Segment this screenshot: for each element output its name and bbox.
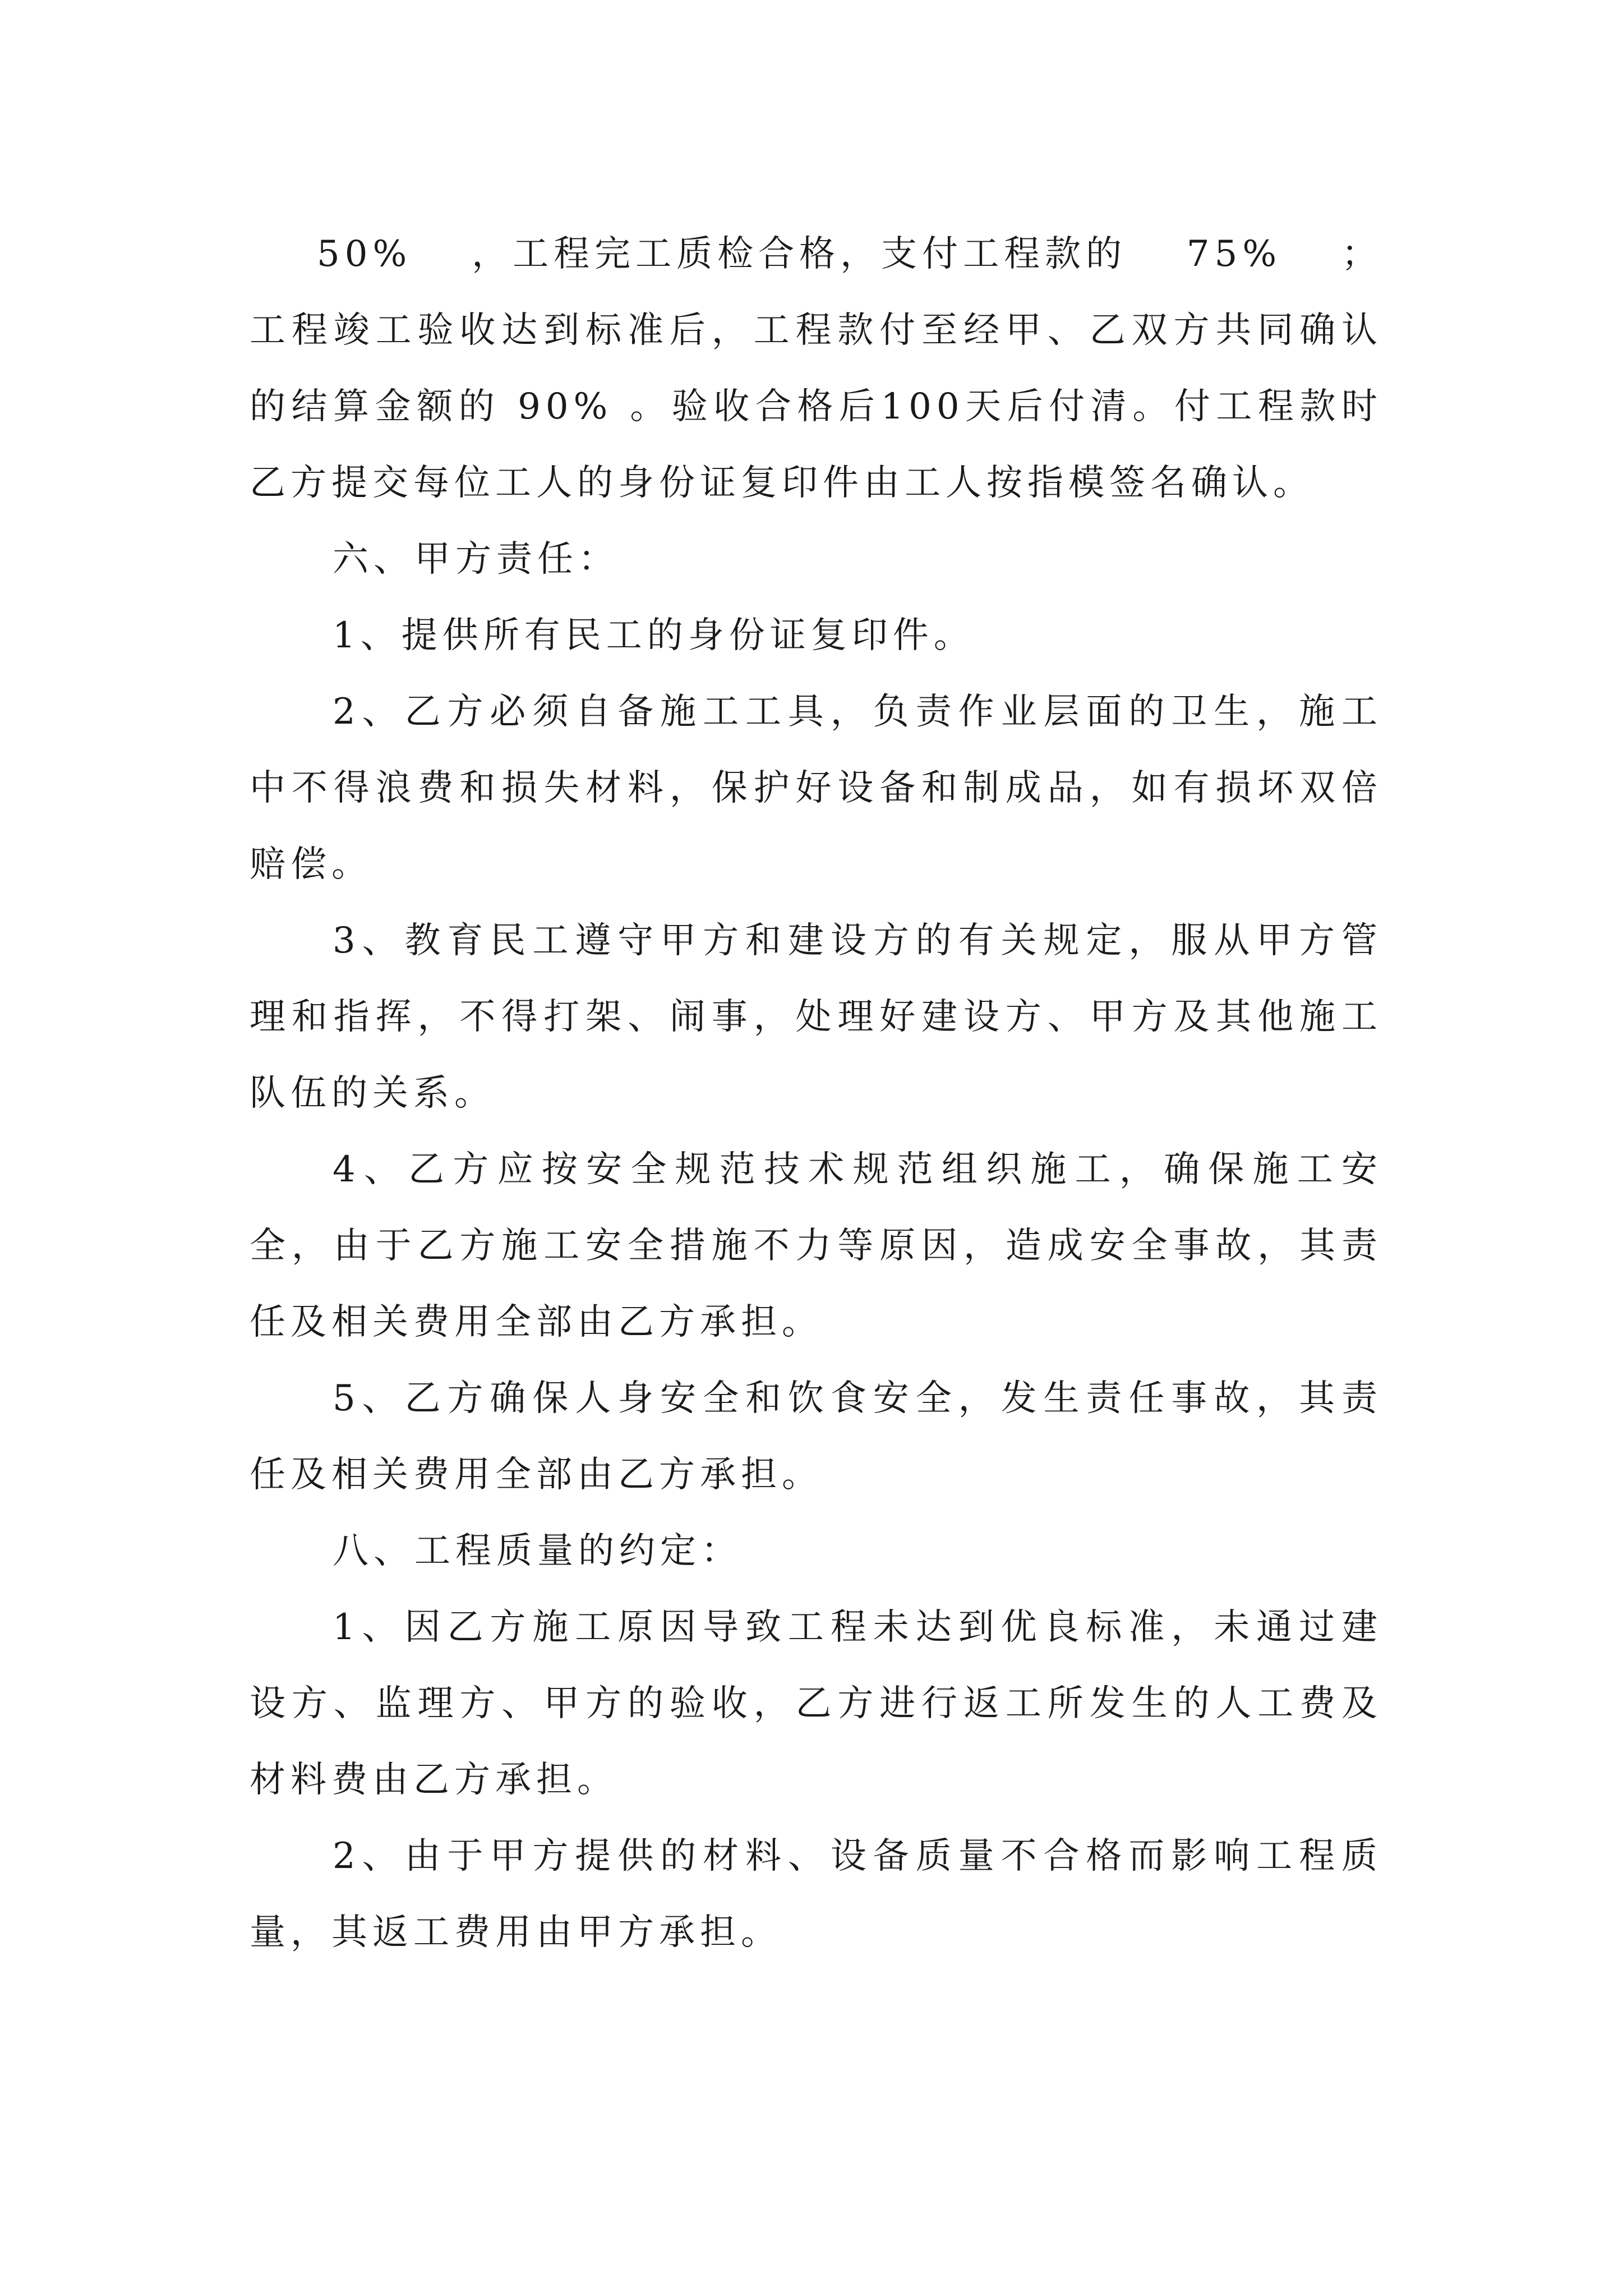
section-8-heading: 八、工程质量的约定： [333, 1530, 742, 1572]
payment-terms-continuation: 工程竣工验收达到标准后，工程款付至经甲、乙双方共同确认的结算金额的 90% 。验收合格后100天后付清。付工程款时乙方提交每位工人的身份证复印件由工人按指模签名确认。 [250, 310, 1382, 504]
payment-percent-2: 75% [1186, 233, 1282, 275]
payment-terms-text: ，工程完工质检合格，支付工程款的 [472, 233, 1127, 275]
payment-terms-first-line [250, 216, 1382, 292]
section-6-item-3: 3、教育民工遵守甲方和建设方的有关规定，服从甲方管理和指挥，不得打架、闹事，处理好建设方、甲方及其他施工队伍的关系。 [250, 920, 1382, 1114]
section-8-item-1: 1、因乙方施工原因导致工程未达到优良标准，未通过建设方、监理方、甲方的验收，乙方进行返工所发生的人工费及材料费由乙方承担。 [250, 1607, 1382, 1801]
section-6-item-5: 5、乙方确保人身安全和饮食安全，发生责任事故，其责任及相关费用全部由乙方承担。 [250, 1378, 1382, 1496]
section-8-item-2: 2、由于甲方提供的材料、设备质量不合格而影响工程质量，其返工费用由甲方承担。 [250, 1835, 1382, 1953]
section-6-item-2: 2、乙方必须自备施工工具，负责作业层面的卫生，施工中不得浪费和损失材料，保护好设备和制成品，如有损坏双倍赔偿。 [250, 691, 1382, 885]
payment-percent-1: 50% [317, 233, 412, 275]
payment-terms-punct: ； [1341, 233, 1382, 275]
section-6-item-4: 4、乙方应按安全规范技术规范组织施工，确保施工安全，由于乙方施工安全措施不力等原因，造成安全事故，其责任及相关费用全部由乙方承担。 [250, 1149, 1382, 1343]
section-6-item-1: 1、提供所有民工的身份证复印件。 [333, 615, 975, 656]
document-body [250, 216, 1382, 1971]
section-6-heading: 六、甲方责任： [333, 539, 619, 580]
